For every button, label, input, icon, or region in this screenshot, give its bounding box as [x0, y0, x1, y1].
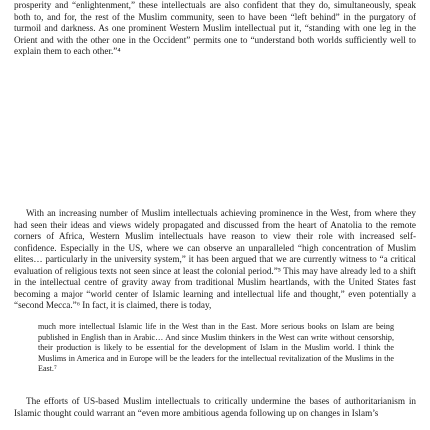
body-paragraph-1: prosperity and “enlightenment,” these intellectuals are also confident that they do, simultaneously, speak both to, and for, the rest of the Muslim community, seen to have been “left behind” in the purgatory of turmoil and darkness. As one prominent Western Muslim intellectual put it, “standing with one leg in the Orient and with the other one in the Occident” permits one to “understand both worlds sufficiently well to explain them to each other.”⁴: [14, 0, 416, 56]
book-page: [14, 0, 416, 430]
block-quote: much more intellectual Islamic life in the West than in the East. More serious books on Islam are being published in English than in Arabic… And since Muslim thinkers in the West can write without censorship, their production is likely to be essential for the development of Islam in the Muslim world. I think the Muslims in America and in Europe will be the leaders for the intellectual revitalization of the Muslims in the East.⁷: [38, 322, 394, 374]
body-paragraph-3: The efforts of US-based Muslim intellectuals to critically undermine the bases of authoritarianism in Islamic thought could warrant an “even more ambitious agenda following up on changes in Islam’s: [14, 396, 416, 418]
body-paragraph-2: With an increasing number of Muslim intellectuals achieving prominence in the West, from where they had seen their ideas and views widely propagated and discussed from the heart of Anatolia to the remote corners of Africa, Western Muslim intellectuals have reason to view their role with increased self-confidence. Especially in the US, where we can observe an unparalleled “high concentration of Muslim elites… particularly in the university system,” it has been argued that we are currently witness to “a critical evaluation of religious texts not seen since at least the colonial period.”⁵ This may have already led to a shift in the intellectual centre of gravity away from traditional Muslim heartlands, with the United States fast becoming a major “world center of Islamic learning and intellectual life and thought,” even potentially a “second Mecca.”⁶ In fact, it is claimed, there is today,: [14, 208, 416, 310]
